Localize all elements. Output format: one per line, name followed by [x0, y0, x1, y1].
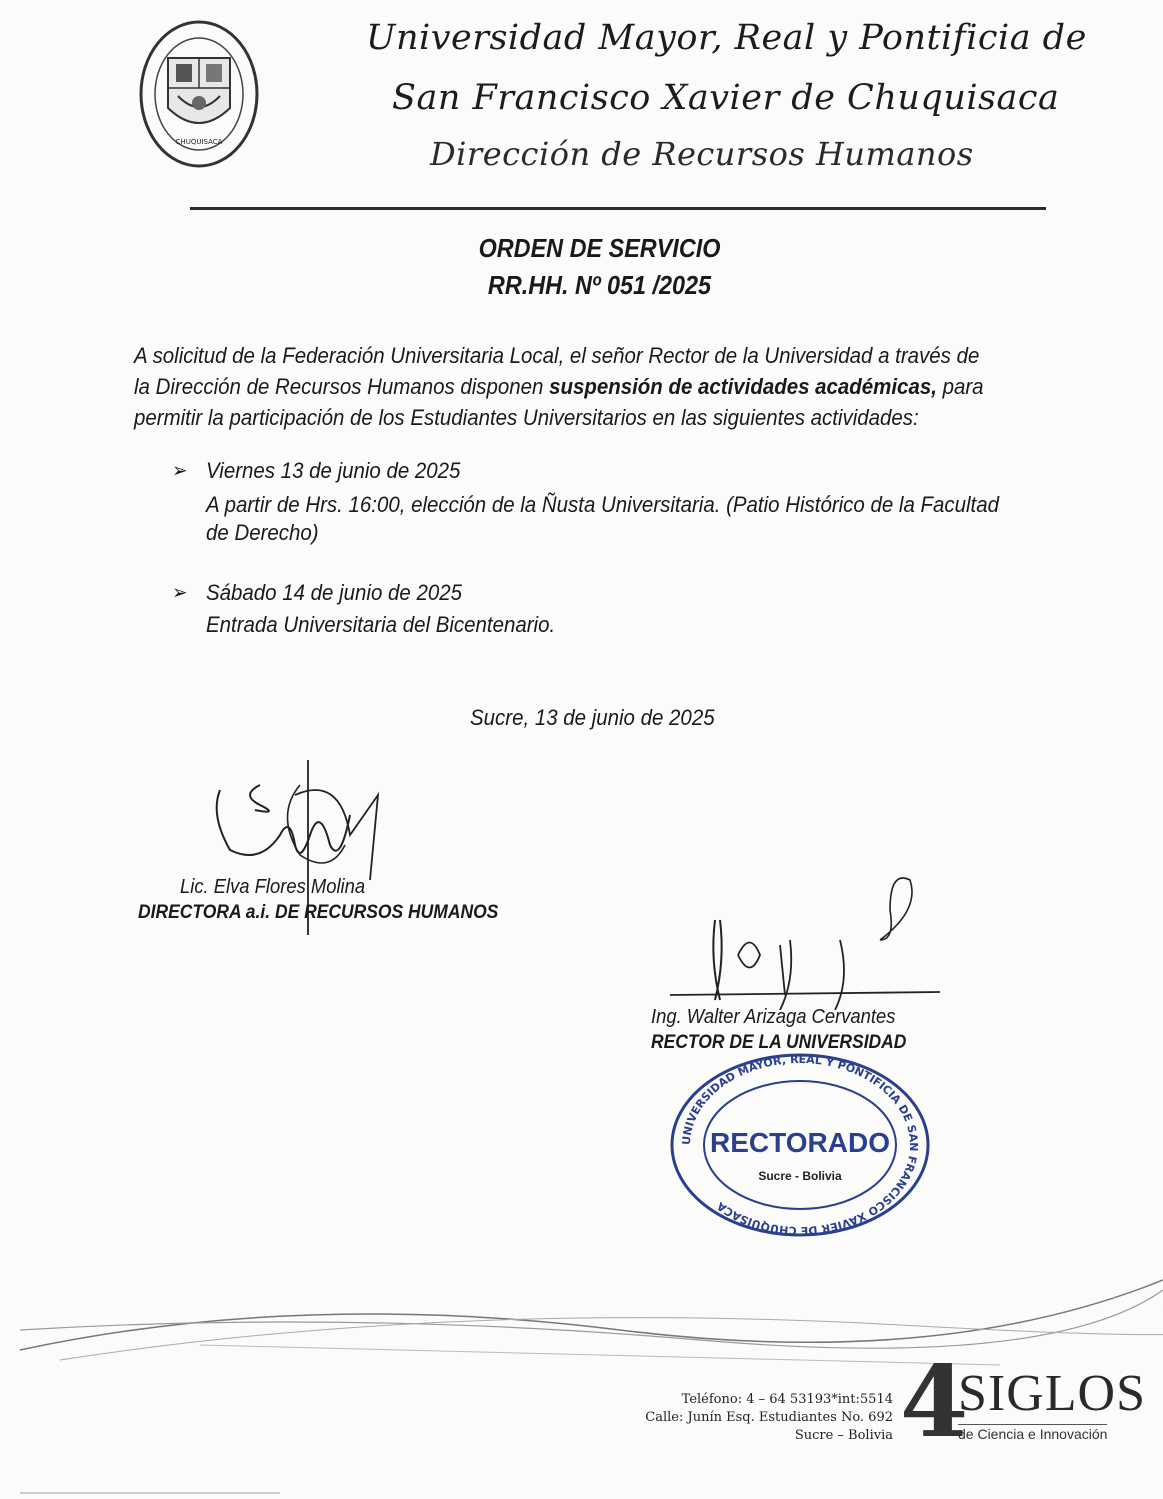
- activity-description: de Derecho): [206, 520, 319, 545]
- activity-date: Sábado 14 de junio de 2025: [206, 580, 462, 605]
- logo-tagline: de Ciencia e Innovación: [958, 1426, 1108, 1442]
- activity-description: A partir de Hrs. 16:00, elección de la Ñusta Universitaria. (Patio Histórico de la Facultad: [206, 492, 999, 517]
- footer-decorative-lines: [0, 1270, 1163, 1380]
- svg-text:CHUQUISACA: CHUQUISACA: [175, 138, 223, 146]
- bullet-arrow-icon: ➢: [172, 582, 188, 604]
- paragraph-line: permitir la participación de los Estudiantes Universitarios en las siguientes actividades:: [134, 405, 919, 430]
- stamp-center-text: RECTORADO: [710, 1127, 890, 1158]
- director-name: Lic. Elva Flores Molina: [180, 876, 366, 898]
- main-paragraph: [134, 340, 1055, 433]
- rectorado-stamp: [660, 1050, 940, 1240]
- emphasis-text: suspensión de actividades académicas,: [549, 374, 937, 399]
- document-title: ORDEN DE SERVICIO: [478, 233, 721, 263]
- activity-description: Entrada Universitaria del Bicentenario.: [206, 612, 556, 637]
- svg-text:UNIVERSIDAD MAYOR, REAL Y PONT: UNIVERSIDAD MAYOR, REAL Y PONTIFICIA DE SAN FRANCISCO XAVIER DE CHUQUISACA: [679, 1052, 921, 1238]
- paragraph-line: A solicitud de la Federación Universitaria Local, el señor Rector de la Universidad a través de: [134, 343, 980, 368]
- stamp-sub-text: Sucre - Bolivia: [758, 1169, 842, 1183]
- director-role: DIRECTORA a.i. DE RECURSOS HUMANOS: [138, 902, 499, 923]
- bottom-divider: [20, 1492, 280, 1494]
- footer-address: Calle: Junín Esq. Estudiantes No. 692: [645, 1410, 893, 1425]
- rector-role: RECTOR DE LA UNIVERSIDAD: [651, 1032, 907, 1053]
- logo-number: 4: [900, 1345, 969, 1460]
- place-and-date: Sucre, 13 de junio de 2025: [470, 705, 715, 730]
- bullet-arrow-icon: ➢: [172, 460, 188, 482]
- footer-phone: Teléfono: 4 – 64 53193*int:5514: [681, 1392, 893, 1407]
- university-seal-icon: [138, 18, 260, 170]
- institution-name-line1: Universidad Mayor, Real y Pontificia de: [366, 18, 1087, 58]
- header-divider: [190, 207, 1046, 210]
- logo-wordmark: SIGLOS: [958, 1365, 1147, 1422]
- document-number: RR.HH. Nº 051 /2025: [487, 270, 712, 300]
- activity-date: Viernes 13 de junio de 2025: [206, 458, 461, 483]
- rector-signature: [650, 870, 950, 1010]
- rector-name: Ing. Walter Arizaga Cervantes: [651, 1006, 896, 1028]
- paragraph-line: la Dirección de Recursos Humanos disponen suspensión de actividades académicas, para: [134, 374, 984, 399]
- footer-city: Sucre – Bolivia: [794, 1428, 893, 1443]
- department-name: Dirección de Recursos Humanos: [430, 135, 974, 173]
- institution-name-line2: San Francisco Xavier de Chuquisaca: [392, 78, 1060, 118]
